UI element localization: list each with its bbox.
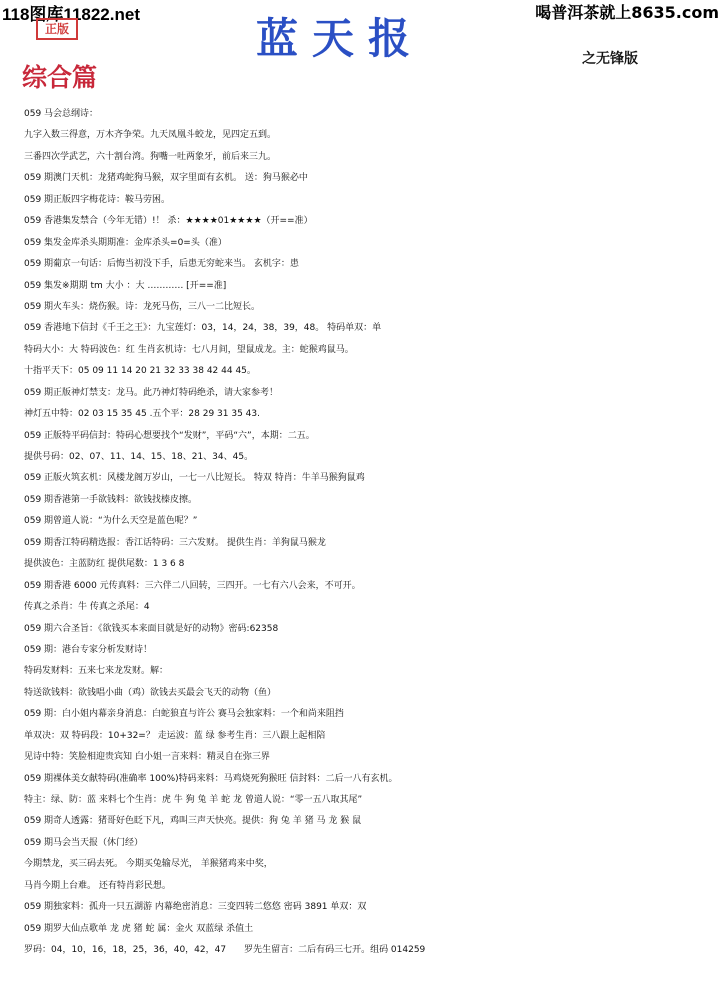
text-line: 059 期马会当天报（休门经） (24, 837, 144, 848)
text-line: 059 香港集发禁合（今年无错）!！ 杀：★★★★01★★★★（开==准） (24, 216, 313, 227)
text-line: 神灯五中特：02 03 15 35 45 .五个平：28 29 31 35 43. (24, 409, 260, 420)
text-line: 059 正版火筑玄机：风楼龙阁万岁山，一七一八比短长。 特双 特肖：牛羊马猴狗鼠鸡 (24, 473, 365, 484)
text-line: 059 期：港台专家分析发财诗！ (24, 644, 153, 655)
site-name-right: 喝普洱茶就上8635.com (535, 3, 719, 22)
text-line: 三番四次学武艺，六十割台湾。狗嘴一吐两象牙，前后来三九。 (24, 151, 277, 162)
text-line: 提供波色：主蓝防红 提供尾数：1 3 6 8 (24, 559, 185, 570)
text-line: 059 期香港第一手欲钱料：欲钱找榛皮擦。 (24, 494, 198, 505)
text-line: 059 期正版四字梅花诗：鞍马劳困。 (24, 194, 171, 205)
text-line: 十指平天下：05 09 11 14 20 21 32 33 38 42 44 45。 (24, 366, 256, 377)
text-line: 059 期香港 6000 元传真料：三六伴二八回转，三四开。一七有六八会来，不可开。 (24, 580, 361, 591)
text-line: 单双决：双 特码段：10+32=？ 走运波：蓝 绿 参考生肖：三八跟上起相陪 (24, 730, 326, 741)
site-name-left: 118图库11822.net (2, 5, 140, 24)
text-line: 059 期裸体美女献特码(准确率 100%)特码来料：马鸡烧死狗猴旺 信封料：二后一八有玄机。 (24, 773, 398, 784)
text-line: 059 期澳门天机：龙猪鸡蛇狗马猴，双字里面有玄机。 送：狗马猴必中 (24, 173, 308, 184)
text-line: 059 香港地下信封《千王之王》：九宝莲灯：03，14，24，38，39，48。 特码单双：单 (24, 323, 382, 334)
text-line: 059 期曾道人说：“为什么天空是蓝色呢？” (24, 516, 198, 527)
text-line: 059 正版特平码信封：特码心想要找个“发财”，平码“六”，本期：二五。 (24, 430, 315, 441)
article-body (24, 104, 724, 962)
text-line: 059 期六合圣旨：《欲钱买本来面目就是好的动物》密码:62358 (24, 623, 279, 634)
text-line: 今期禁龙，买三码去死。 今期买兔输尽光， 羊猴猪鸡来中奖， (24, 859, 273, 870)
newspaper-title: 蓝天报 (256, 14, 425, 63)
edition-label: 之无锋版 (582, 51, 638, 67)
text-line: 提供号码：02、07、11、14、15、18、21、34、45。 (24, 452, 254, 462)
text-line: 059 集发金库杀头期期准：金库杀头=0=头（准） (24, 237, 227, 248)
text-line: 059 期罗大仙点歌单 龙 虎 猪 蛇 属：金火 双蓝绿 杀值土 (24, 923, 254, 934)
text-line: 见诗中特：笑脸相迎贵宾知 白小姐一言来料：精灵自在弥三界 (24, 752, 270, 763)
edition-stamp: 正版 (36, 18, 78, 40)
text-line: 059 期葡京一句话：后悔当初没下手，后患无穷蛇来当。 玄机字：患 (24, 259, 299, 270)
text-line: 特送欲钱料：欲钱唱小曲（鸡）欲钱去买最会飞天的动物（鱼） (24, 687, 277, 698)
text-line: 059 期奇人透露：猪哥好色眨下凡，鸡叫三声天快亮。提供：狗 兔 羊 猪 马 龙 猴 鼠 (24, 816, 362, 827)
text-line: 059 期独家料：孤舟一只五湖游 内幕绝密消息：三变四转二悠悠 密码 3891 单双：双 (24, 902, 367, 913)
text-line: 059 期火车头：烧伤猴。诗：龙死马伤，三八一二比短长。 (24, 301, 261, 312)
text-line: 059 期：白小姐内幕亲身消息：白蛇狼直与许公 赛马会独家料：一个和尚来阻挡 (24, 709, 344, 720)
text-line: 特主：绿、防：蓝 来料七个生肖：虎 牛 狗 兔 羊 蛇 龙 曾道人说：“零一五八取其尾” (24, 795, 363, 805)
section-title: 综合篇 (22, 63, 98, 92)
text-line: 马肖今期上台难。 还有特肖彩民想。 (24, 880, 171, 891)
text-line: 特码大小：大 特码波色：红 生肖玄机诗：七八月间，望鼠成龙。主：蛇猴鸡鼠马。 (24, 344, 354, 355)
text-line: 059 马会总纲诗： (24, 109, 99, 119)
text-line: 059 集发※期期 tm 大小 ：大 ………… [开==准] (24, 280, 227, 291)
text-line: 059 期香江特码精选报：香江话特码：三六发财。 提供生肖：羊狗鼠马猴龙 (24, 537, 326, 548)
text-line: 特码发财料：五来七来龙发财。解： (24, 666, 169, 677)
text-line: 059 期正版神灯禁支：龙马。此乃神灯特码绝杀，请大家参考！ (24, 387, 279, 398)
text-line: 罗码：04，10，16，18，25，36，40，42，47 罗先生留言：二后有码三七开。组码 014259 (24, 945, 426, 956)
text-line: 传真之杀肖：牛 传真之杀尾：4 (24, 602, 150, 613)
text-line: 九字入数三得意，万木齐争荣。九天凤凰斗蛟龙，见四定五到。 (24, 130, 277, 141)
